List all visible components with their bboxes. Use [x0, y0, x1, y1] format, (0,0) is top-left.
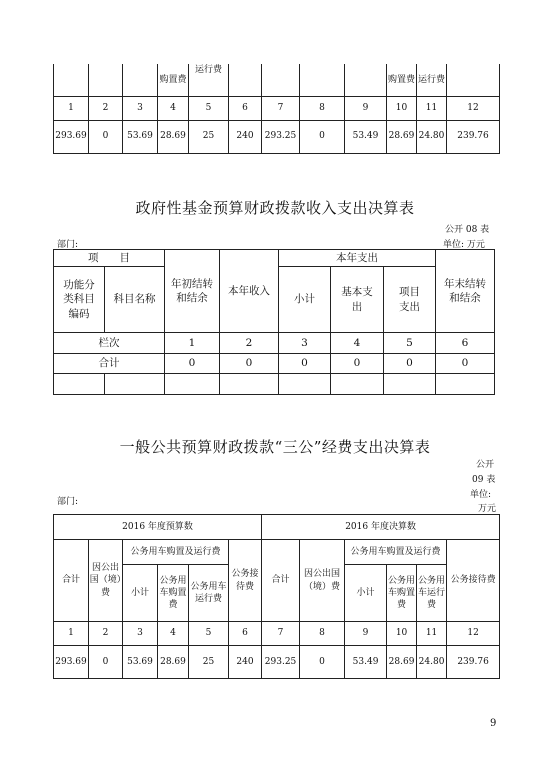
- vehicle-purchase-header: 公务用车购置费: [387, 565, 417, 622]
- col-number: 3: [123, 622, 158, 646]
- col-number: 1: [54, 96, 89, 120]
- subtotal-header: 小计: [123, 565, 158, 622]
- lanci-cell: 3: [279, 333, 331, 354]
- total-cell: 0: [279, 354, 331, 374]
- sangong-code-1: 公开: [476, 460, 495, 470]
- col-number: 6: [229, 96, 262, 120]
- header-cell: 运行费: [189, 64, 229, 96]
- lanci-cell: 1: [165, 333, 220, 354]
- col-number: 2: [89, 622, 123, 646]
- col-number: 6: [229, 622, 262, 646]
- reception-header: 公务接待费: [229, 540, 262, 622]
- value-cell: 293.25: [262, 120, 300, 153]
- value-cell: 28.69: [387, 120, 417, 153]
- table-row: [54, 515, 500, 540]
- table-row: [54, 622, 500, 646]
- col-number: 1: [54, 622, 89, 646]
- col-number: 12: [447, 622, 500, 646]
- value-cell: 28.69: [158, 646, 189, 679]
- value-cell: 239.76: [447, 120, 500, 153]
- vehicle-purchase-header: 公务用车购置费: [158, 565, 189, 622]
- fund-table: [53, 249, 495, 395]
- total-cell: 0: [436, 354, 495, 374]
- vehicle-run-header: 公务用车运行费: [417, 565, 447, 622]
- table-row: [54, 374, 495, 395]
- header-cell: 购置费: [387, 64, 417, 96]
- subtotal-header: 小计: [345, 565, 387, 622]
- header-item: 项 目: [54, 250, 165, 267]
- value-cell: 0: [300, 120, 345, 153]
- value-cell: 0: [89, 120, 123, 153]
- value-cell: 239.76: [447, 646, 500, 679]
- reception-header: 公务接待费: [447, 540, 500, 622]
- header-func-code-text: 功能分类科目编码: [63, 279, 95, 320]
- abroad-header: 因公出国（境）费: [300, 540, 345, 622]
- col-number: 8: [300, 622, 345, 646]
- fund-table-dept: 部门:: [57, 240, 79, 250]
- header-begin-balance-text: 年初结转和结余: [171, 277, 213, 304]
- top-continuation-table: [53, 64, 500, 154]
- row-total-label: 合计: [54, 354, 165, 374]
- sangong-code-2: 09 表: [472, 475, 496, 485]
- value-cell: 25: [189, 646, 229, 679]
- total-header: 合计: [54, 540, 89, 622]
- sangong-table: [53, 514, 500, 679]
- col-number: 8: [300, 96, 345, 120]
- value-cell: 293.69: [54, 120, 89, 153]
- value-cell: 0: [89, 646, 123, 679]
- header-begin-balance: [165, 250, 220, 333]
- value-cell: 28.69: [158, 120, 189, 153]
- value-cell: 0: [300, 646, 345, 679]
- table-row: [54, 540, 500, 565]
- header-project: [384, 267, 436, 333]
- header-cell: 运行费: [417, 64, 447, 96]
- total-cell: 0: [384, 354, 436, 374]
- sangong-unit-1: 单位:: [470, 490, 492, 500]
- value-cell: 293.69: [54, 646, 89, 679]
- col-number: 11: [417, 96, 447, 120]
- value-cell: 53.69: [123, 646, 158, 679]
- table-row: [54, 64, 500, 96]
- col-number: 5: [189, 96, 229, 120]
- lanci-cell: 5: [384, 333, 436, 354]
- sangong-dept: 部门:: [57, 497, 79, 507]
- vehicle-header: 公务用车购置及运行费: [123, 540, 229, 565]
- col-number: 9: [345, 96, 387, 120]
- header-end-balance-text: 年末结转和结余: [444, 277, 487, 304]
- table-row: [54, 646, 500, 679]
- table-row: [54, 354, 495, 374]
- fund-table-code: 公开 08 表: [445, 225, 490, 235]
- col-number: 3: [123, 96, 158, 120]
- lanci-cell: 4: [331, 333, 384, 354]
- header-subtotal: 小计: [279, 267, 331, 333]
- value-cell: 28.69: [387, 646, 417, 679]
- value-cell: 53.49: [345, 120, 387, 153]
- budget-2016-header: 2016 年度预算数: [54, 515, 262, 540]
- total-cell: 0: [331, 354, 384, 374]
- lanci-cell: 2: [220, 333, 279, 354]
- col-number: 10: [387, 96, 417, 120]
- lanci-cell: 6: [436, 333, 495, 354]
- total-cell: 0: [220, 354, 279, 374]
- fund-table-unit: 单位: 万元: [443, 240, 485, 250]
- header-expense: 本年支出: [279, 250, 436, 267]
- total-header: 合计: [262, 540, 300, 622]
- value-cell: 240: [229, 646, 262, 679]
- value-cell: 53.49: [345, 646, 387, 679]
- abroad-header: 因公出国（境）费: [89, 540, 123, 622]
- fund-table-title: 政府性基金预算财政拨款收入支出决算表: [135, 199, 415, 217]
- value-cell: 25: [189, 120, 229, 153]
- value-cell: 24.80: [417, 646, 447, 679]
- value-cell: 53.69: [123, 120, 158, 153]
- col-number: 11: [417, 622, 447, 646]
- header-subject-name: 科目名称: [105, 267, 165, 333]
- col-number: 9: [345, 622, 387, 646]
- header-cell: 购置费: [158, 64, 189, 96]
- col-number: 2: [89, 96, 123, 120]
- actual-2016-header: 2016 年度决算数: [262, 515, 500, 540]
- value-cell: 240: [229, 120, 262, 153]
- col-number: 4: [158, 622, 189, 646]
- col-number: 10: [387, 622, 417, 646]
- vehicle-header: 公务用车购置及运行费: [345, 540, 447, 565]
- col-number: 4: [158, 96, 189, 120]
- header-basic-text: 基本支出: [341, 286, 373, 313]
- sangong-table-title: 一般公共预算财政拨款“三公”经费支出决算表: [119, 438, 431, 456]
- col-number: 7: [262, 622, 300, 646]
- vehicle-run-header: 公务用车运行费: [189, 565, 229, 622]
- col-number: 5: [189, 622, 229, 646]
- col-number: 7: [262, 96, 300, 120]
- value-cell: 24.80: [417, 120, 447, 153]
- table-row: [54, 250, 495, 267]
- sangong-unit-2: 万元: [478, 504, 497, 514]
- col-number: 12: [447, 96, 500, 120]
- row-lanci-label: 栏次: [54, 333, 165, 354]
- page-number: 9: [490, 718, 497, 729]
- header-project-text: 项目支出: [399, 286, 420, 313]
- total-cell: 0: [165, 354, 220, 374]
- header-end-balance: [436, 250, 495, 333]
- table-row: [54, 333, 495, 354]
- value-cell: 293.25: [262, 646, 300, 679]
- header-func-code: [54, 267, 105, 333]
- header-basic: [331, 267, 384, 333]
- header-income: 本年收入: [220, 250, 279, 333]
- table-row: [54, 96, 500, 120]
- table-row: [54, 120, 500, 153]
